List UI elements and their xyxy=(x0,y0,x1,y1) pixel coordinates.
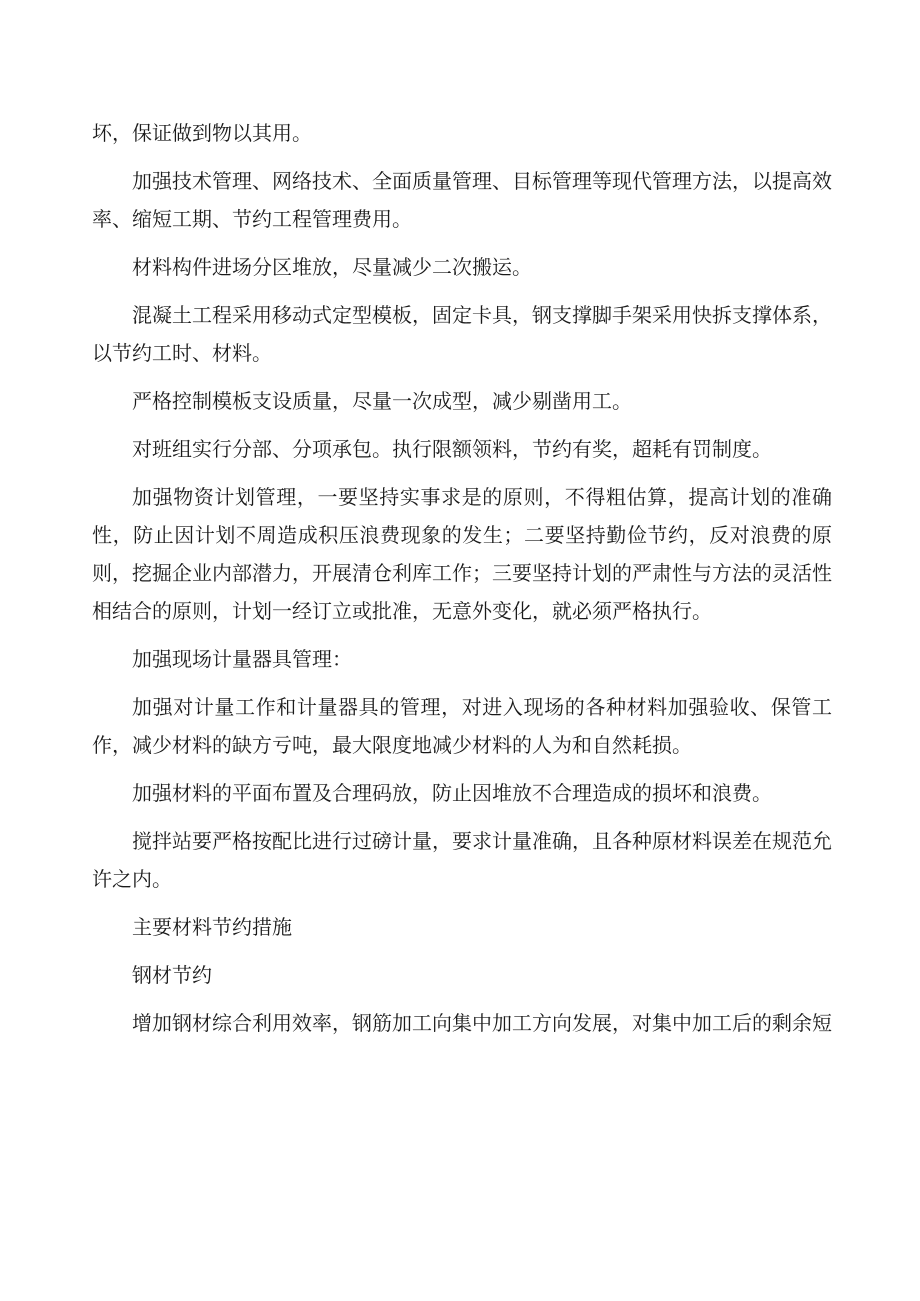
section-heading-material-saving: 主要材料节约措施 xyxy=(132,915,292,939)
paragraph-continuation: 坏，保证做到物以其用。 xyxy=(92,121,312,145)
subsection-heading-steel-saving: 钢材节约 xyxy=(132,963,212,987)
paragraph-mixing-station: 搅拌站要严格按配比进行过磅计量，要求计量准确，且各种原材料误差在规范允许之内。 xyxy=(92,829,832,891)
paragraph-material-layout: 加强材料的平面布置及合理码放，防止因堆放不合理造成的损坏和浪费。 xyxy=(132,781,772,805)
document-page xyxy=(92,114,832,1052)
paragraph-material-planning: 加强物资计划管理，一要坚持实事求是的原则，不得粗估算，提高计划的准确性，防止因计划不周造成积压浪费现象的发生；二要坚持勤俭节约，反对浪费的原则，挖掘企业内部潜力，开展清仓利库工作；三要坚持计划的严肃性与方法的灵活性相结合的原则，计划一经订立或批准，无意外变化，就必须严格执行。 xyxy=(92,485,832,623)
paragraph-concrete-formwork: 混凝土工程采用移动式定型模板，固定卡具，钢支撑脚手架采用快拆支撑体系，以节约工时、材料。 xyxy=(92,303,832,365)
paragraph-measuring-management: 加强对计量工作和计量器具的管理，对进入现场的各种材料加强验收、保管工作，减少材料的缺方亏吨，最大限度地减少材料的人为和自然耗损。 xyxy=(92,695,832,757)
paragraph-formwork-quality: 严格控制模板支设质量，尽量一次成型，减少剔凿用工。 xyxy=(132,389,632,413)
paragraph-team-contracting: 对班组实行分部、分项承包。执行限额领料，节约有奖，超耗有罚制度。 xyxy=(132,437,772,461)
paragraph-tech-management: 加强技术管理、网络技术、全面质量管理、目标管理等现代管理方法，以提高效率、缩短工期、节约工程管理费用。 xyxy=(92,169,832,231)
paragraph-material-storage: 材料构件进场分区堆放，尽量减少二次搬运。 xyxy=(132,255,532,279)
paragraph-steel-utilization: 增加钢材综合利用效率，钢筋加工向集中加工方向发展，对集中加工后的剩余短 xyxy=(132,1011,832,1035)
paragraph-measuring-heading: 加强现场计量器具管理： xyxy=(132,647,352,671)
